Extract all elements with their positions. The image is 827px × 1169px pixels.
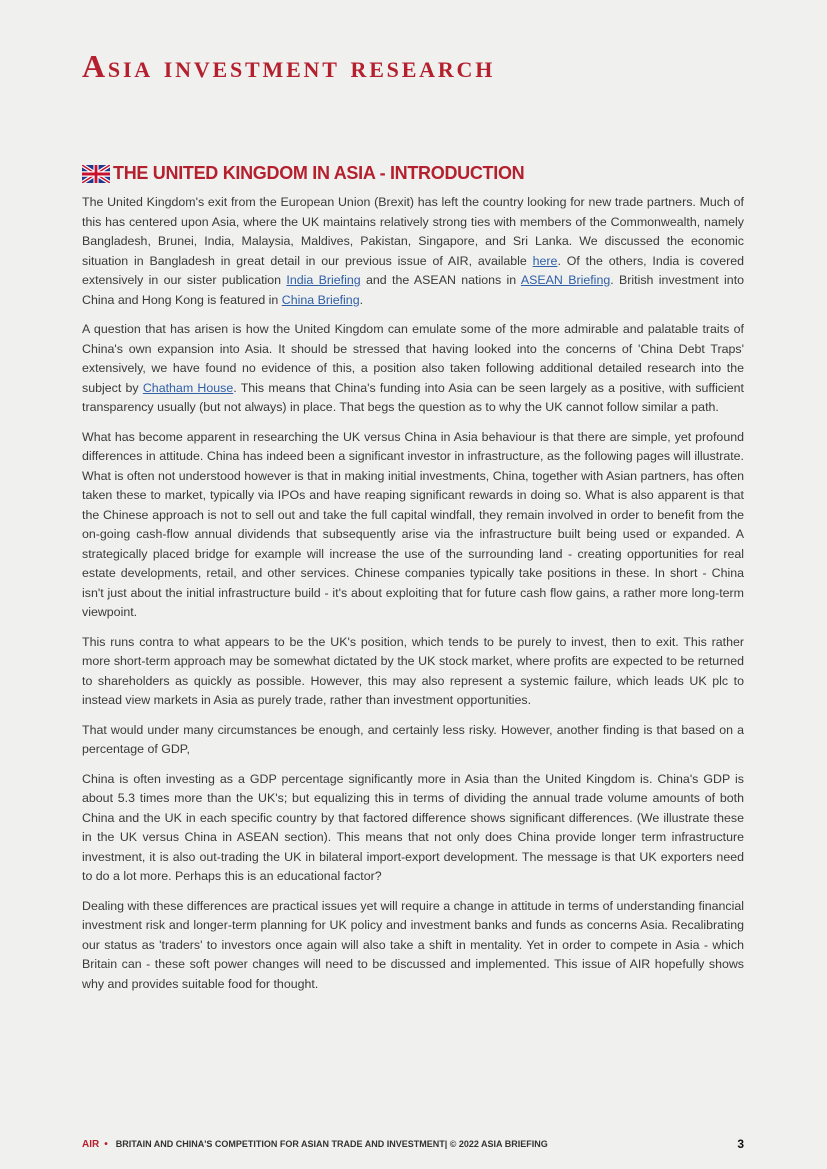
section-heading — [82, 163, 524, 184]
footer-brand: AIR — [82, 1138, 100, 1150]
section-heading-text: THE UNITED KINGDOM IN ASIA - INTRODUCTION — [113, 163, 525, 183]
masthead-title: Asia investment research — [82, 48, 496, 84]
paragraph-text: A question that has arisen is how the United Kingdom can emulate some of the more admirable and palatable traits of China's own expansion into Asia. It should be stressed that having looked into the concerns of 'China Debt Traps' extensively, we have found no evidence of this, a position also taken following additional detailed research into the subject by — [82, 322, 744, 395]
link-china-briefing[interactable]: China Briefing — [281, 292, 360, 307]
link-chatham-house[interactable]: Chatham House — [142, 380, 234, 395]
paragraph-text: . British investment into China and Hong Kong is featured in — [82, 273, 745, 307]
paragraph-5: That would under many circumstances be enough, and certainly less risky. However, another finding is that based on a percentage of GDP, — [82, 722, 744, 756]
link-india-briefing[interactable]: India Briefing — [286, 273, 361, 287]
paragraph-text: . This means that China's funding into Asia can be seen largely as a positive, with sufficient transparency usually (but not always) in place. That begs the question as to why the UK cannot follow similar a path. — [82, 380, 744, 414]
paragraph-2 — [82, 320, 744, 418]
paragraph-text: . Of the others, India is covered extensively in our sister publication — [82, 253, 744, 287]
article-body — [82, 193, 744, 1004]
paragraph-3: What has become apparent in researching the UK versus China in Asia behaviour is that there are simple, yet profound differences in attitude. China has indeed been a significant investor in infrastructure, as the following pages will illustrate. What is often not understood however is that in making initial investments, China, together with Asian partners, has often taken these to market, typically via IPOs and have reaping significant rewards in doing so. What is also apparent is that the Chinese approach is not to sell out and take the full capital windfall, they remain involved in order to benefit from the on-going cash-flow annual dividends that subsequently arise via the infrastructure built being used or expanded. A strategically placed bridge for example will increase the use of the surrounding land - creating opportunities for real estate developments, retail, and other services. Chinese companies typically take positions in these. In short - China isn't just about the initial infrastructure build - it's about exploiting that for future cash flow gains, a rather more long-term viewpoint. — [82, 429, 744, 619]
footer-bullet: • — [104, 1138, 108, 1150]
paragraph-1 — [82, 193, 744, 310]
paragraph-4: This runs contra to what appears to be the UK's position, which tends to be purely to invest, then to exit. This rather more short-term approach may be somewhat dictated by the UK stock market, where profits are expected to be returned to shareholders as quickly as possible. However, this may also represent a systemic failure, which leads UK plc to instead view markets in Asia as purely trade, rather than investment opportunities. — [82, 634, 744, 707]
paragraph-text: . — [359, 292, 364, 307]
paragraph-text: The United Kingdom's exit from the European Union (Brexit) has left the country looking for new trade partners. Much of this has centered upon Asia, where the UK maintains relatively strong ties with members of the Commonwealth, namely Bangladesh, Brunei, India, Malaysia, Maldives, Pakistan, Singapore, and Sri Lanka. We discussed the economic situation in Bangladesh in great detail in our previous issue of AIR, available — [82, 195, 744, 268]
paragraph-7: Dealing with these differences are practical issues yet will require a change in attitude in terms of understanding financial investment risk and longer-term planning for UK policy and investment banks and funds as concerns Asia. Recalibrating our status as 'traders' to investors once again will also take a shift in mentality. Yet in order to compete in Asia - which Britain can - these soft power changes will need to be discussed and implemented. This issue of AIR hopefully shows why and provides suitable food for thought. — [82, 898, 744, 991]
footer-text: BRITAIN AND CHINA'S COMPETITION FOR ASIAN TRADE AND INVESTMENT| © 2022 ASIA BRIEFING — [115, 1139, 548, 1149]
link-here[interactable]: here — [532, 253, 558, 268]
paragraph-text: and the ASEAN nations in — [360, 273, 521, 287]
page-number: 3 — [737, 1137, 744, 1151]
link-asean-briefing[interactable]: ASEAN Briefing — [520, 273, 611, 287]
paragraph-6: China is often investing as a GDP percentage significantly more in Asia than the United Kingdom is. China's GDP is about 5.3 times more than the UK's; but equalizing this in terms of dividing the annual trade volume amounts of both China and the UK in each specific country by that factored difference shows significant differences. (We illustrate these in the UK versus China in ASEAN section). This means that not only does China provide longer term infrastructure investment, it is also out-trading the UK in bilateral import-export development. The message is that UK exporters need to do a lot more. Perhaps this is an educational factor? — [82, 771, 744, 883]
page-footer — [82, 1137, 744, 1151]
uk-flag-icon — [82, 165, 110, 183]
